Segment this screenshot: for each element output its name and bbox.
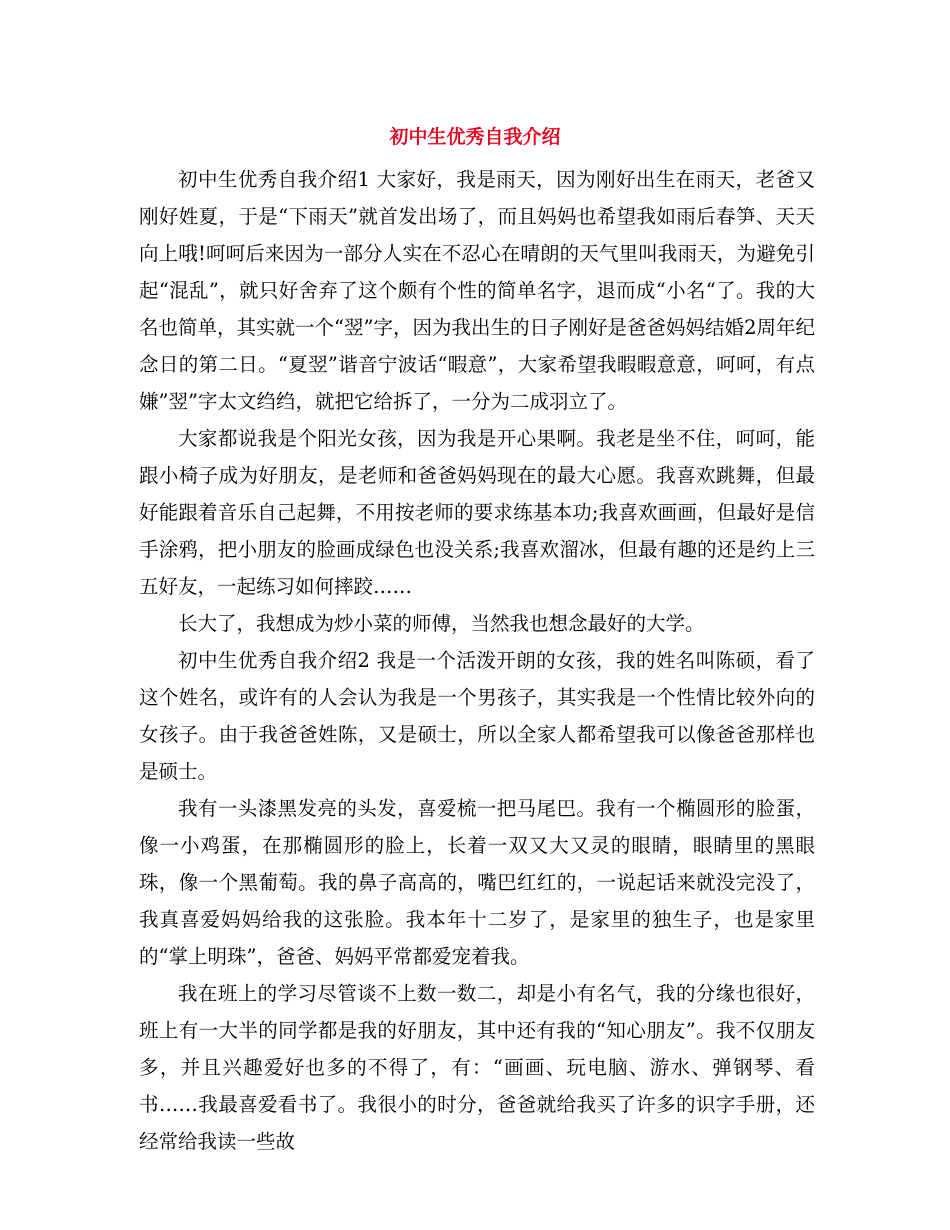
paragraph: 初中生优秀自我介绍2 我是一个活泼开朗的女孩，我的姓名叫陈硕，看了这个姓名，或许有的人会认为我是一个男孩子，其实我是一个性情比较外向的女孩子。由于我爸爸姓陈，又是硕士，所以全家人都希望我可以像爸爸那样也是硕士。 <box>139 649 815 783</box>
paragraph: 初中生优秀自我介绍1 大家好，我是雨天，因为刚好出生在雨天，老爸又刚好姓夏，于是“下雨天”就首发出场了，而且妈妈也希望我如雨后春笋、天天向上哦!呵呵后来因为一部分人实在不忍心在晴朗的天气里叫我雨天，为避免引起“混乱”，就只好舍弃了这个颇有个性的简单名字，退而成“小名“了。我的大名也简单，其实就一个“翌”字，因为我出生的日子刚好是爸爸妈妈结婚2周年纪念日的第二日。“夏翌”谐音宁波话“暇意”，大家希望我暇暇意意，呵呵，有点嫌”翌”字太文绉绉，就把它给拆了，一分为二成羽立了。 <box>139 168 815 413</box>
document-body <box>139 161 815 1160</box>
document-title: 初中生优秀自我介绍 <box>389 126 561 148</box>
paragraph: 长大了，我想成为炒小菜的师傅，当然我也想念最好的大学。 <box>178 612 705 635</box>
paragraph: 我有一头漆黑发亮的头发，喜爱梳一把马尾巴。我有一个椭圆形的脸蛋，像一小鸡蛋，在那椭圆形的脸上，长着一双又大又灵的眼睛，眼睛里的黑眼珠，像一个黑葡萄。我的鼻子高高的，嘴巴红红的，一说起话来就没完没了，我真喜爱妈妈给我的这张脸。我本年十二岁了，是家里的独生子，也是家里的“掌上明珠”，爸爸、妈妈平常都爱宠着我。 <box>139 797 815 968</box>
paragraph: 大家都说我是个阳光女孩，因为我是开心果啊。我老是坐不住，呵呵，能跟小椅子成为好朋友，是老师和爸爸妈妈现在的最大心愿。我喜欢跳舞，但最好能跟着音乐自己起舞，不用按老师的要求练基本功;我喜欢画画，但最好是信手涂鸦，把小朋友的脸画成绿色也没关系;我喜欢溜冰，但最有趣的还是约上三五好友，一起练习如何摔跤…… <box>139 427 815 598</box>
paragraph: 我在班上的学习尽管谈不上数一数二，却是小有名气，我的分缘也很好，班上有一大半的同学都是我的好朋友，其中还有我的“知心朋友”。我不仅朋友多，并且兴趣爱好也多的不得了，有：“画画、玩电脑、游水、弹钢琴、看书……我最喜爱看书了。我很小的时分，爸爸就给我买了许多的识字手册，还经常给我读一些故 <box>139 982 815 1153</box>
